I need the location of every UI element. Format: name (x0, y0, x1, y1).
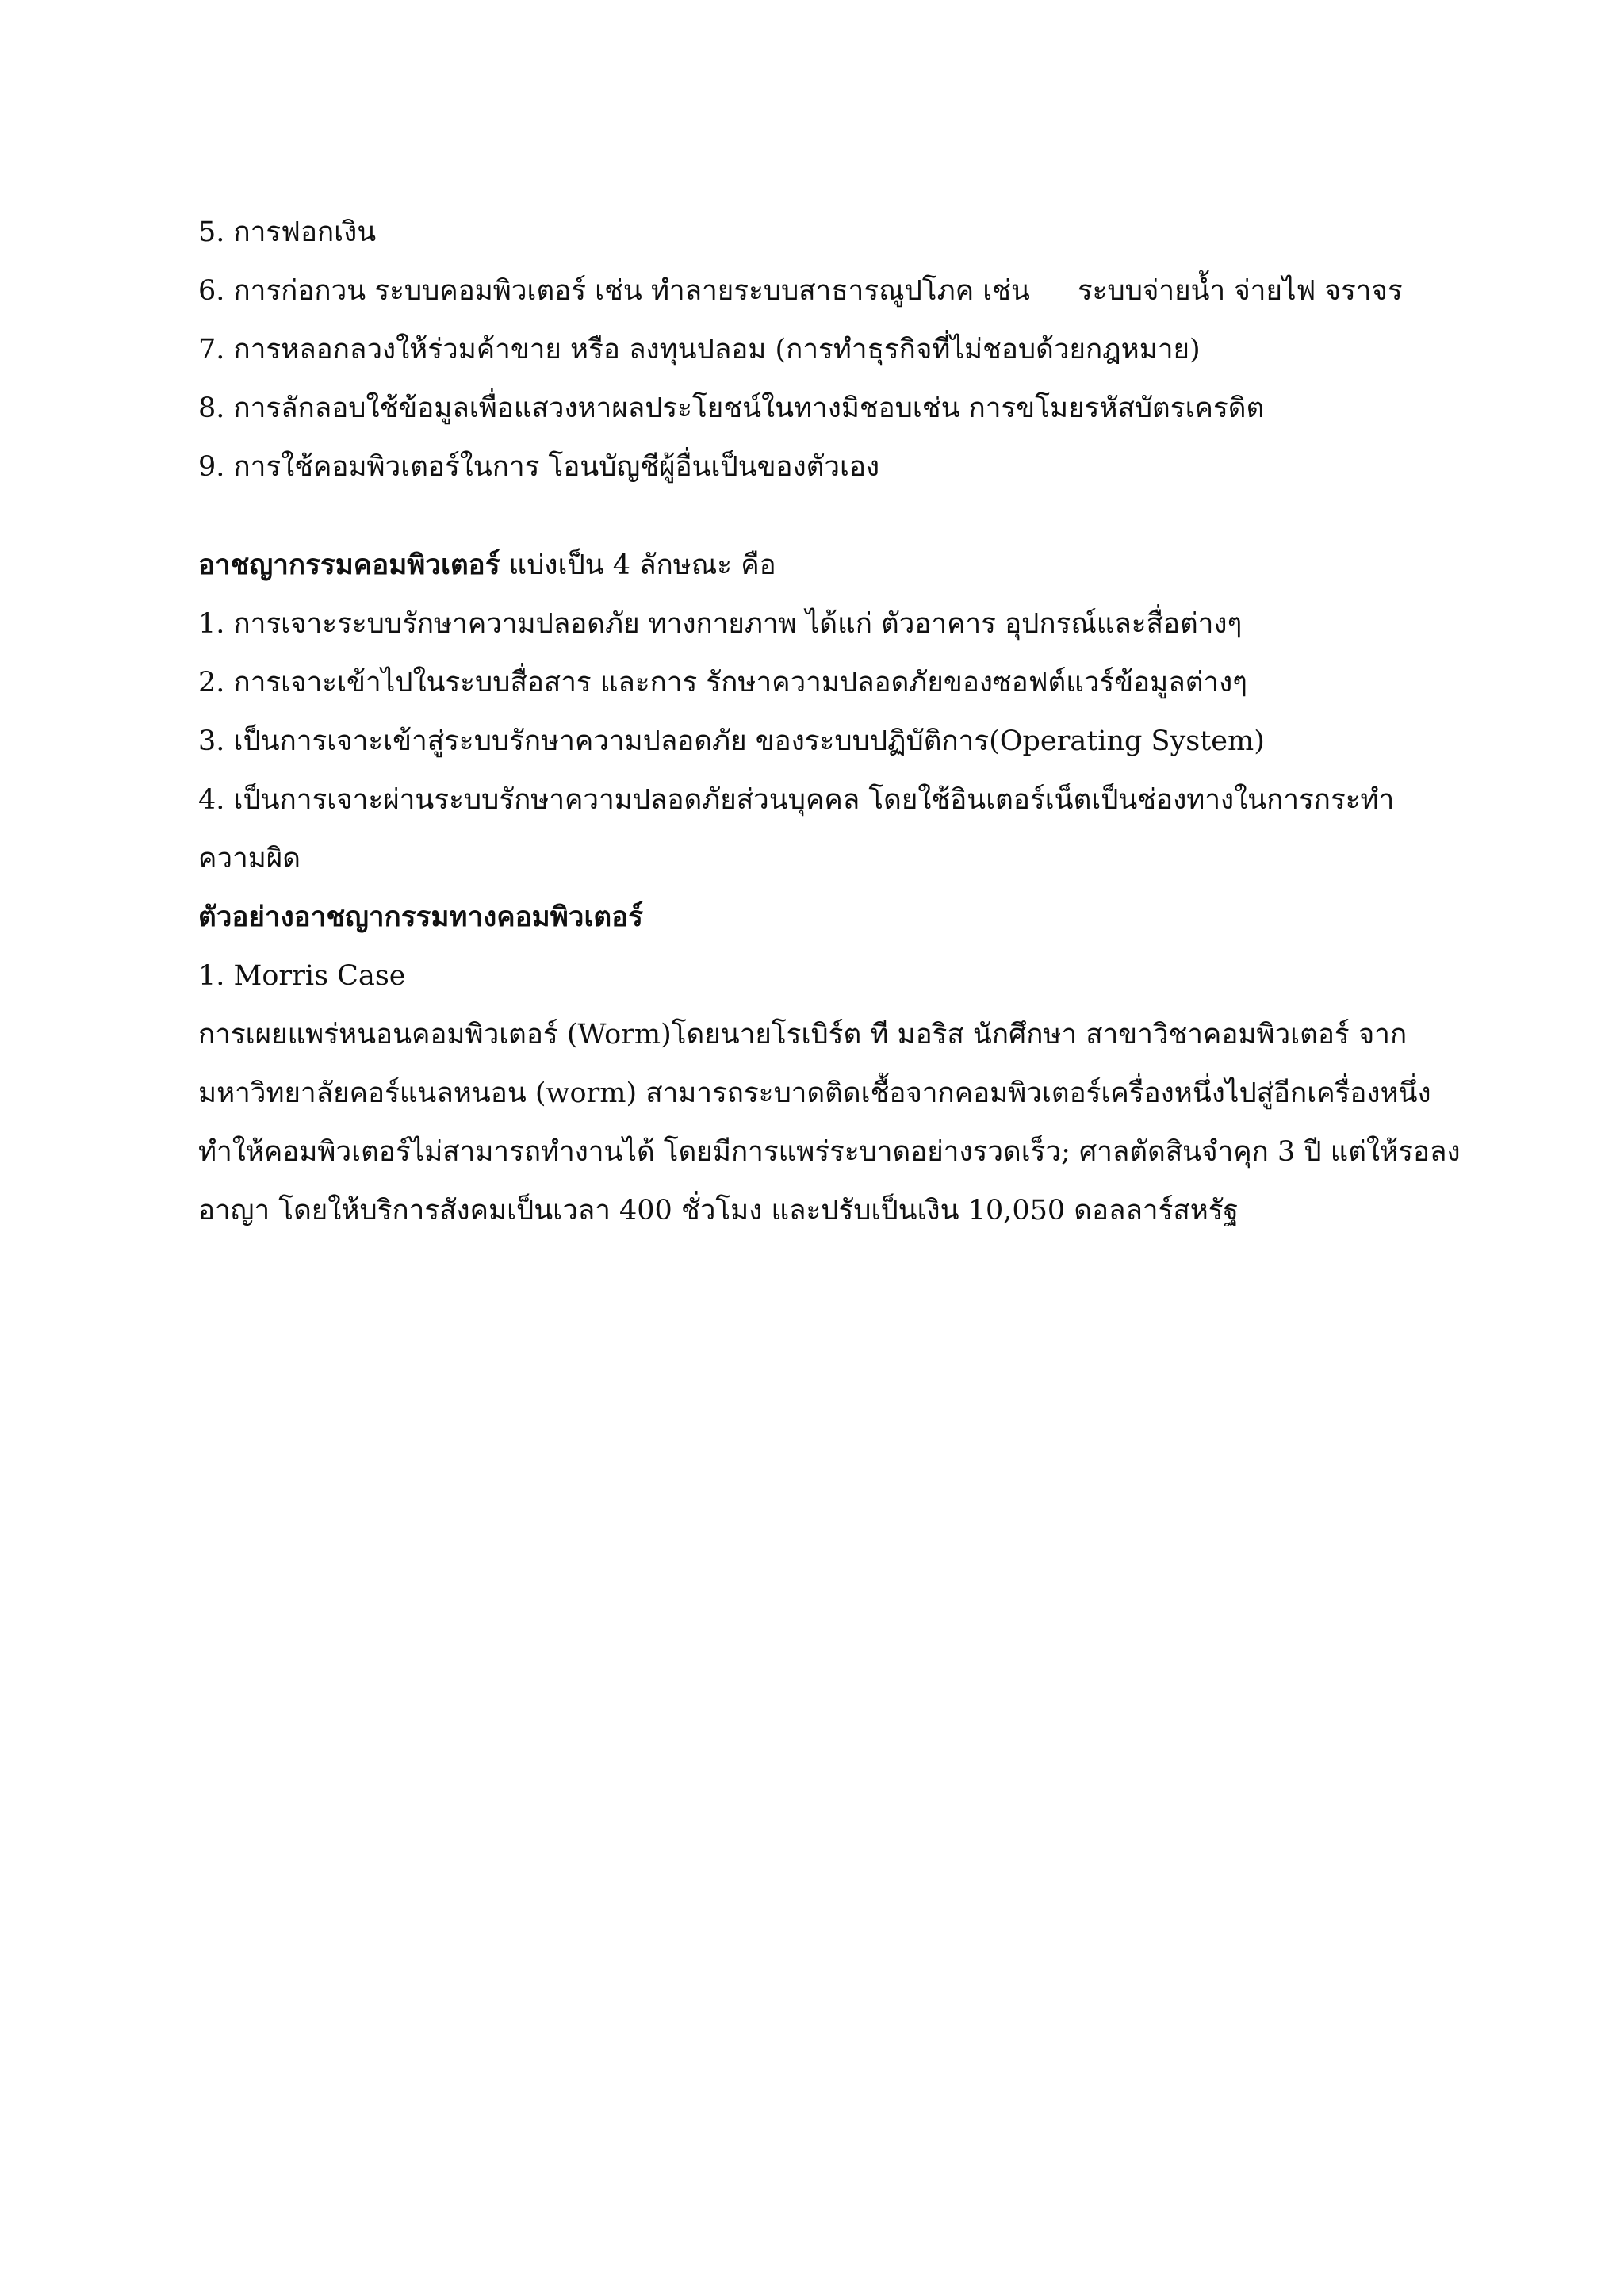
section-heading-bold: อาชญากรรมคอมพิวเตอร์ (198, 549, 500, 581)
paragraph-line: ทำให้คอมพิวเตอร์ไม่สามารถทำงานได้ โดยมีการแพร่ระบาดอย่างรวดเร็ว; ศาลตัดสินจำคุก 3 ปี แต่ให้รอลง (198, 1136, 1461, 1168)
list-item: 8. การลักลอบใช้ข้อมูลเพื่อแสวงหาผลประโยชน์ในทางมิชอบเช่น การขโมยรหัสบัตรเครดิต (198, 392, 1265, 424)
paragraph-line: การเผยแพร่หนอนคอมพิวเตอร์ (Worm)โดยนายโรเบิร์ต ที มอริส นักศึกษา สาขาวิชาคอมพิวเตอร์ จาก (198, 1019, 1408, 1050)
section-heading: ตัวอย่างอาชญากรรมทางคอมพิวเตอร์ (198, 901, 643, 933)
document-body (198, 203, 1461, 1240)
list-item: 9. การใช้คอมพิวเตอร์ในการ โอนบัญชีผู้อื่นเป็นของตัวเอง (198, 451, 880, 483)
list-item: 3. เป็นการเจาะเข้าสู่ระบบรักษาความปลอดภัย ของระบบปฏิบัติการ(Operating System) (198, 725, 1265, 757)
list-item-text-tail: ระบบจ่ายน้ำ จ่ายไฟ จราจร (1077, 275, 1403, 307)
list-item (198, 262, 1435, 320)
section-heading-rest: แบ่งเป็น 4 ลักษณะ คือ (500, 549, 776, 581)
paragraph-line: มหาวิทยาลัยคอร์แนลหนอน (worm) สามารถระบาดติดเชื้อจากคอมพิวเตอร์เครื่องหนึ่งไปสู่อีกเครื่องหนึ่ง (198, 1077, 1431, 1109)
paragraph-line: อาญา โดยให้บริการสังคมเป็นเวลา 400 ชั่วโมง และปรับเป็นเงิน 10,050 ดอลลาร์สหรัฐ (198, 1195, 1239, 1226)
list-item: 5. การฟอกเงิน (198, 216, 377, 248)
list-item-continuation: ความผิด (198, 843, 301, 874)
list-item: 2. การเจาะเข้าไปในระบบสื่อสาร และการ รักษาความปลอดภัยของซอฟต์แวร์ข้อมูลต่างๆ (198, 667, 1247, 698)
case-title: 1. Morris Case (198, 960, 406, 992)
section-gap (198, 496, 1435, 536)
list-item-text: 6. การก่อกวน ระบบคอมพิวเตอร์ เช่น ทำลายระบบสาธารณูปโภค เช่น (198, 275, 1030, 307)
list-item: 1. การเจาะระบบรักษาความปลอดภัย ทางกายภาพ ได้แก่ ตัวอาคาร อุปกรณ์และสื่อต่างๆ (198, 608, 1243, 640)
list-item: 4. เป็นการเจาะผ่านระบบรักษาความปลอดภัยส่วนบุคคล โดยใช้อินเตอร์เน็ตเป็นช่องทางในการกระทำ (198, 784, 1395, 816)
list-item: 7. การหลอกลวงให้ร่วมค้าขาย หรือ ลงทุนปลอม (การทำธุรกิจที่ไม่ชอบด้วยกฎหมาย) (198, 334, 1201, 365)
section-heading (198, 536, 1435, 595)
